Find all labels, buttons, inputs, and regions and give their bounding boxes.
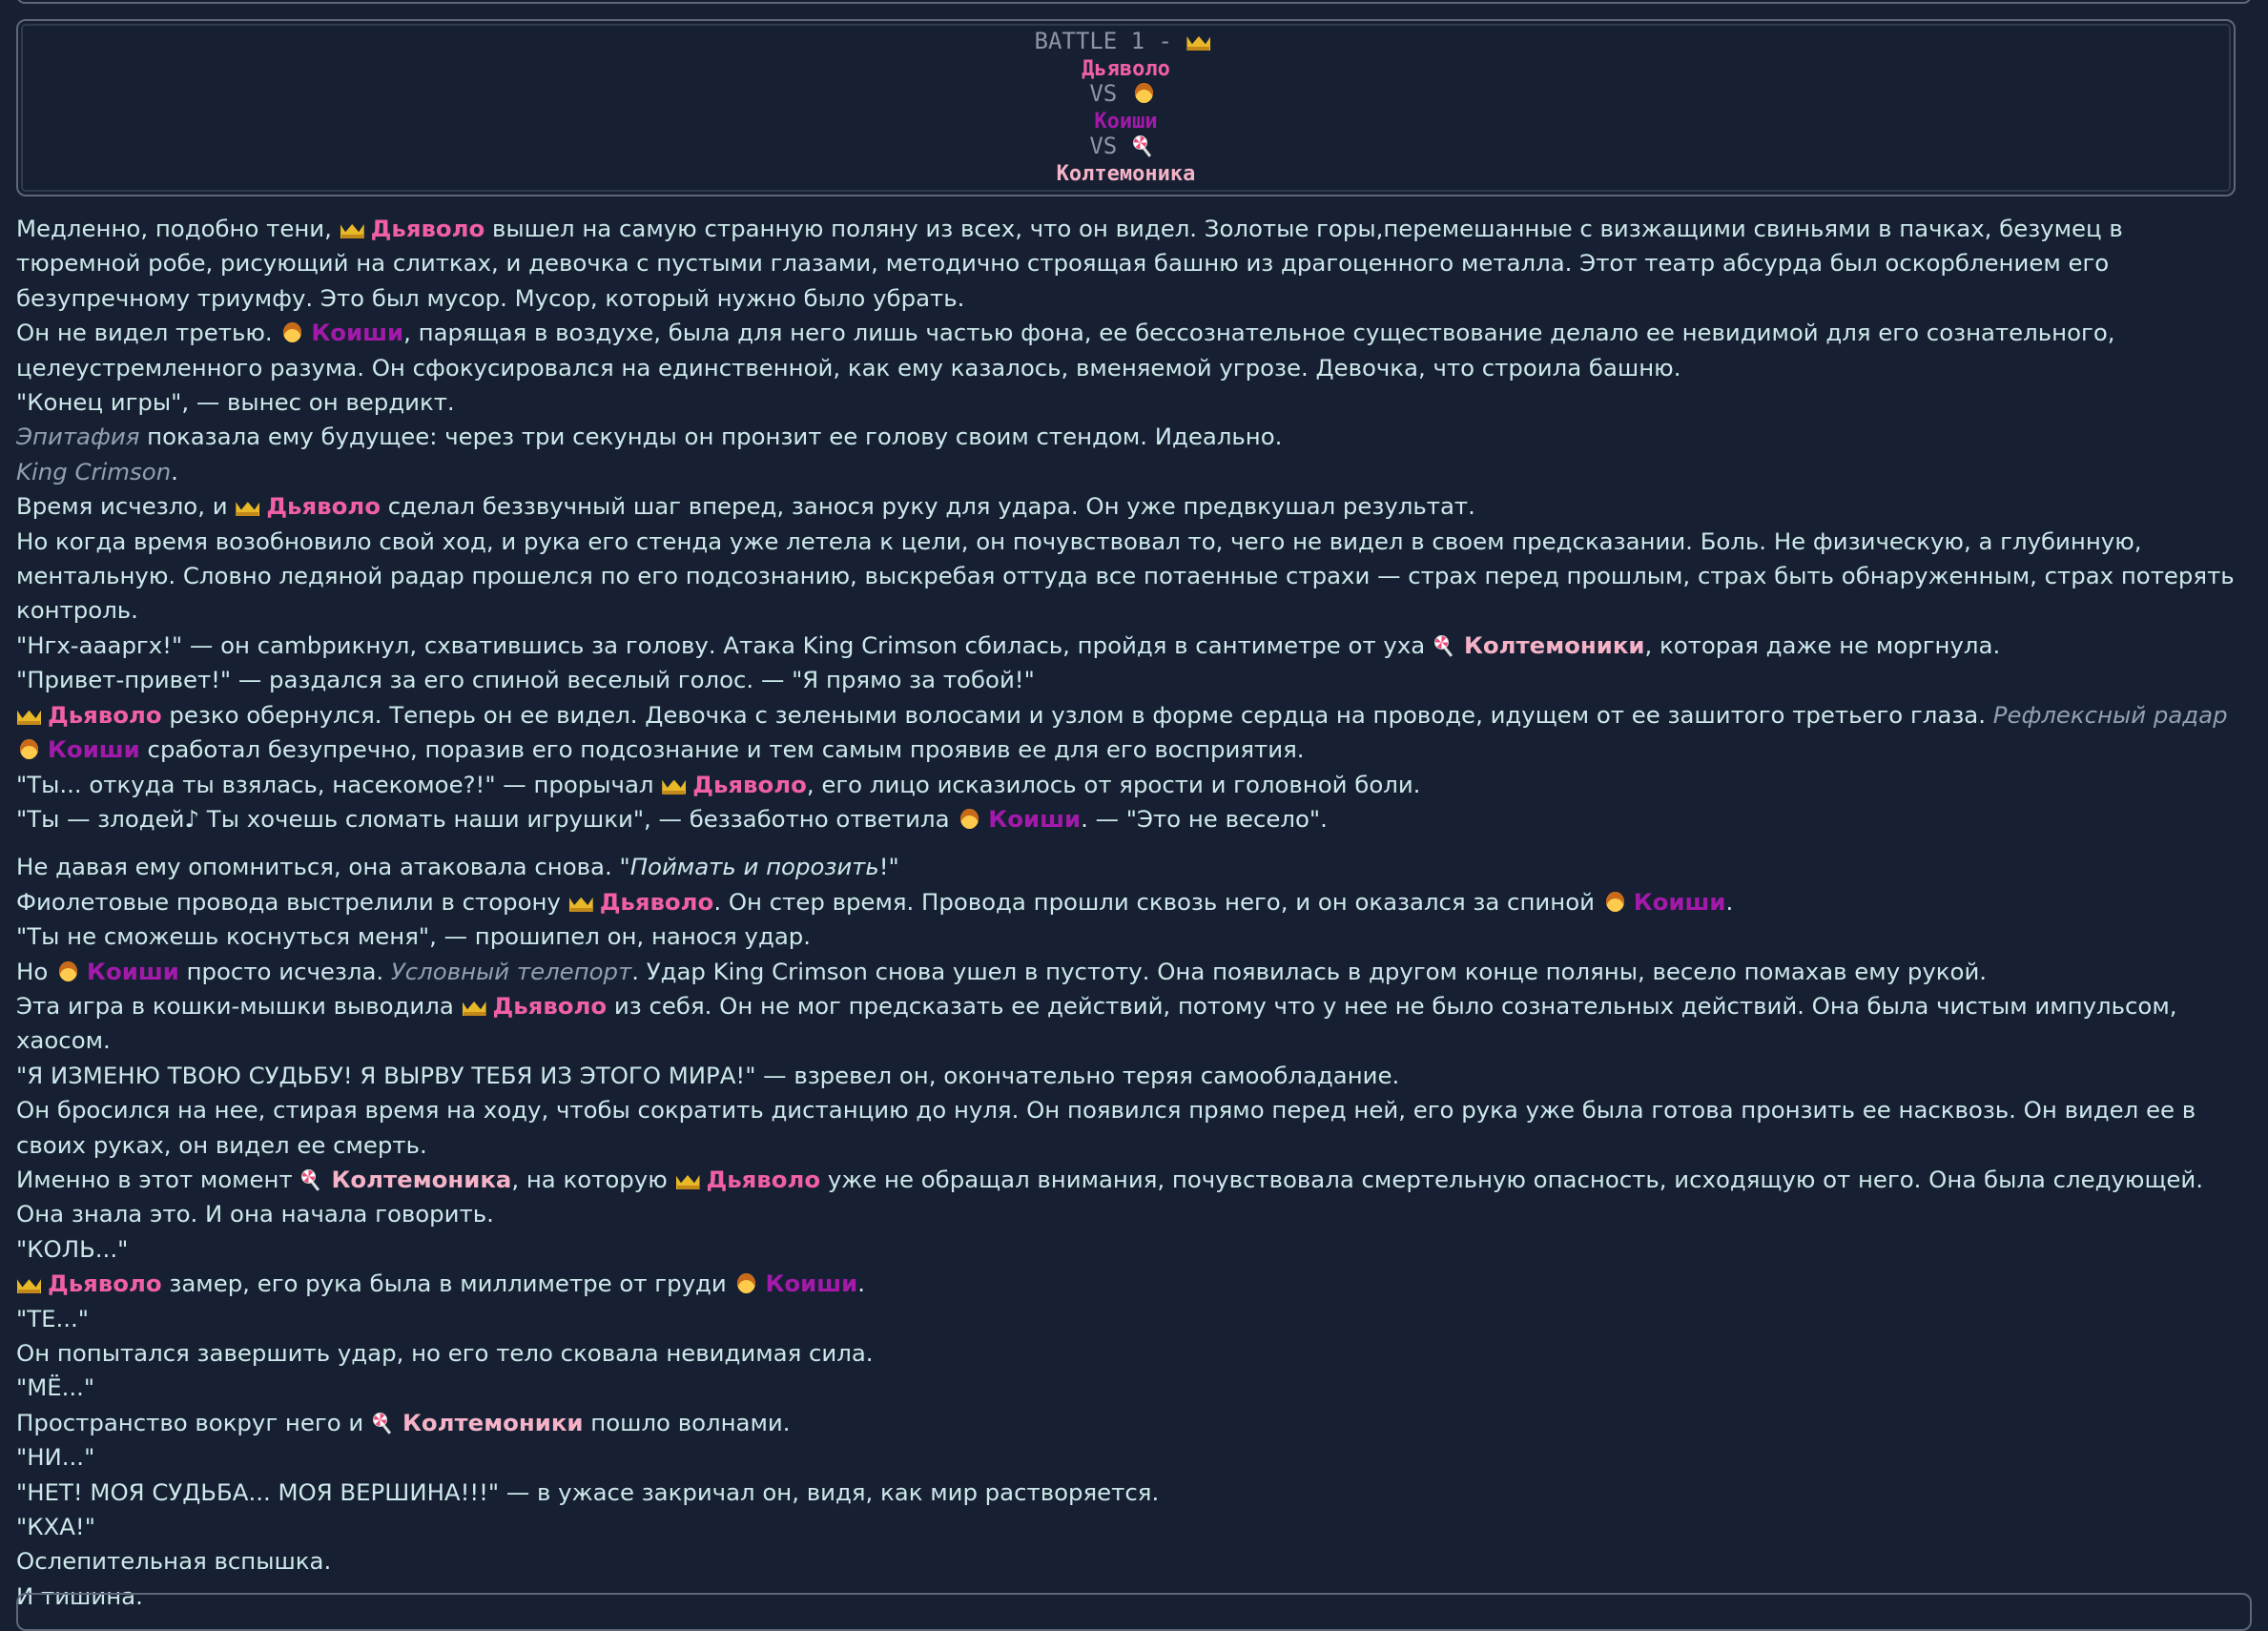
crown-icon <box>661 774 687 795</box>
character-name-koishi: Коиши <box>988 804 1082 833</box>
lollipop-icon <box>1433 635 1458 656</box>
story-paragraph <box>16 802 2238 836</box>
story-text: . <box>857 1270 866 1298</box>
battle-title: BATTLE 1 - <box>1034 28 1186 54</box>
story-text: Именно в этот момент <box>16 1165 300 1193</box>
lollipop-icon <box>371 1413 397 1434</box>
story-text: Но <box>16 957 56 985</box>
story-text: Он не видел третью. <box>16 319 280 347</box>
story-text: показала ему будущее: через три секунды он пронзит ее голову своим стендом. Идеально. <box>139 423 1283 451</box>
story-paragraph <box>16 768 2238 802</box>
story-text: Фиолетовые провода выстрелили в сторону <box>16 887 568 916</box>
story-paragraph <box>16 1163 2238 1232</box>
girl-icon <box>1131 83 1157 104</box>
story-text: . Удар King Crimson снова ушел в пустоту. Она появилась в другом конце поляны, весело помахав ему рукой. <box>631 957 1988 985</box>
character-name-diavolo: Дьяволо <box>266 492 381 521</box>
story-paragraph <box>16 455 2238 489</box>
story-paragraph: "КОЛЬ..." <box>16 1234 129 1263</box>
story-paragraph: "Конец игры", — вынес он вердикт. <box>16 388 455 417</box>
story-paragraph: "ТЕ..." <box>16 1304 90 1332</box>
story-paragraph: "МЁ..." <box>16 1373 95 1402</box>
story-paragraph <box>16 850 2238 884</box>
story-paragraph <box>16 885 2238 919</box>
story-paragraph <box>16 955 2238 989</box>
story-paragraph: Он бросился на нее, стирая время на ходу, чтобы сократить дистанцию до нуля. Он появился прямо перед ней, его рука уже была готова пронзить ее насквозь. Он видел ее в своих руках, он видел ее смерть. <box>16 1096 2196 1159</box>
story-text: , его лицо исказилось от ярости и головной боли. <box>806 770 1421 798</box>
story-text: . — "Это не весело". <box>1081 804 1328 833</box>
story-paragraph: "КХА!" <box>16 1513 95 1541</box>
story-text: Эта игра в кошки-мышки выводила <box>16 991 462 1020</box>
previous-panel-frame <box>16 0 2252 4</box>
battle-title-line <box>18 29 2234 55</box>
story-text: просто исчезла. <box>178 957 391 985</box>
story-text: "Ты... откуда ты взялась, насекомое?!" — прорычал <box>16 770 662 798</box>
battle-header <box>16 19 2236 196</box>
next-panel-frame <box>16 1593 2252 1631</box>
crown-icon <box>568 892 594 913</box>
fighter-3-line <box>18 160 2234 187</box>
story-paragraph: Но когда время возобновило свой ход, и рука его стенда уже летела к цели, он почувствовал то, чего не видел в своем предсказании. Боль. Не физическую, а глубинную, ментальную. Словно ледяной радар прошелся по его подсознанию, выскребая оттуда все потаенные страхи — страх перед прошлым, страх быть обнаруженным, страх потерять контроль. <box>16 526 2235 625</box>
story-text: резко обернулся. Теперь он ее видел. Девочка с зелеными волосами и узлом в форме сердца на проводе, идущем от ее зашитого третьего глаза. <box>161 700 1993 729</box>
story-text: вышел на самую странную поляну из всех, что он видел. Золотые горы,перемешанные с визжащими свиньями в пачках, безумец в тюремной робе, рисующий на слитках, и девочка с пустыми глазами, методично строящая башню из драгоценного металла. Этот театр абсурда был оскорблением его безупречному триумфу. Это был мусор. Мусор, который нужно было убрать. <box>16 215 2123 312</box>
character-name-diavolo: Дьяволо <box>492 991 608 1020</box>
story-text: Медленно, подобно тени, <box>16 215 340 242</box>
crown-icon <box>340 218 365 239</box>
girl-icon <box>279 322 305 343</box>
story-paragraph: Ослепительная вспышка. <box>16 1547 332 1576</box>
story-text: сработал безупречно, поразив его подсознание и тем самым проявив ее для его восприятия. <box>139 735 1305 764</box>
ability-name: Рефлексный радар <box>1992 700 2228 729</box>
girl-icon <box>55 961 81 982</box>
character-name-diavolo: Дьяволо <box>692 770 807 798</box>
story-text: , на которую <box>511 1165 675 1193</box>
story-paragraph <box>16 1267 2238 1301</box>
battle-story <box>16 212 2238 1614</box>
crown-icon <box>675 1169 701 1190</box>
story-paragraph <box>16 420 2238 454</box>
character-name-koishi: Коиши <box>48 735 140 764</box>
story-paragraph <box>16 316 2238 385</box>
story-text: Время исчезло, и <box>16 492 236 521</box>
ability-name: King Crimson <box>16 457 172 485</box>
character-name-koltemonika: Колтемоника <box>331 1165 512 1193</box>
story-text: уже не обращал внимания, почувствовала смертельную опасность, исходящую от него. Она была следующей. Она знала это. И она начала говорить. <box>16 1165 2204 1228</box>
story-text: , парящая в воздухе, была для него лишь частью фона, ее бессознательное существование делало ее невидимой для его сознательного, целеустремленного разума. Он сфокусировался на единственной, как ему казалось, вменяемой угрозе. Девочка, что строила башню. <box>16 319 2115 382</box>
lollipop-icon <box>1131 135 1157 156</box>
story-text: . <box>171 457 178 485</box>
story-paragraph <box>16 629 2238 663</box>
story-text: . <box>1725 887 1734 916</box>
crown-icon <box>235 496 260 517</box>
crown-icon <box>462 996 487 1017</box>
story-paragraph: "НИ..." <box>16 1443 95 1472</box>
story-text: "Нгх-аааргх!" — он cambрикнул, схватившись за голову. Атака King Crimson сбилась, пройдя в сантиметре от уха <box>16 630 1433 659</box>
story-text: !" <box>878 853 899 881</box>
character-name-diavolo: Дьяволо <box>48 700 162 729</box>
paragraph-gap <box>16 836 2238 850</box>
attack-name: Поймать и порозить <box>629 853 879 881</box>
character-name-koishi: Коиши <box>765 1270 858 1298</box>
story-text: Не давая ему опомниться, она атаковала снова. " <box>16 853 630 881</box>
story-text: , которая даже не моргнула. <box>1644 630 2001 659</box>
girl-icon <box>733 1273 759 1294</box>
story-paragraph <box>16 489 2238 524</box>
lollipop-icon <box>299 1169 325 1190</box>
story-text: "Ты — злодей♪ Ты хочешь сломать наши игрушки", — беззаботно ответила <box>16 804 958 833</box>
vs-line-1 <box>18 81 2234 108</box>
story-text: сделал беззвучный шаг вперед, занося руку для удара. Он уже предвкушал результат. <box>380 492 1475 521</box>
story-paragraph: Он попытался завершить удар, но его тело сковала невидимая сила. <box>16 1339 874 1367</box>
fighter-2-name: Коиши <box>1094 109 1158 134</box>
character-name-koishi: Коиши <box>87 957 179 985</box>
story-text: пошло волнами. <box>583 1408 791 1436</box>
girl-icon <box>16 739 42 760</box>
character-name-diavolo: Дьяволо <box>48 1270 162 1298</box>
story-paragraph: "НЕТ! МОЯ СУДЬБА... МОЯ ВЕРШИНА!!!" — в ужасе закричал он, видя, как мир растворяется. <box>16 1477 1160 1506</box>
story-text: . Он стер время. Провода прошли сквозь него, и он оказался за спиной <box>713 887 1602 916</box>
character-name-koltemonika: Колтемоники <box>402 1408 584 1436</box>
character-name-diavolo: Дьяволо <box>599 887 714 916</box>
fighter-1-line <box>18 55 2234 82</box>
character-name-koltemonika: Колтемоники <box>1463 630 1645 659</box>
fighter-2-line <box>18 108 2234 134</box>
vs-label-2: VS <box>1089 133 1131 159</box>
character-name-koishi: Коиши <box>311 319 404 347</box>
ability-name: Эпитафия <box>16 423 140 451</box>
ability-name: Условный телепорт <box>390 957 632 985</box>
character-name-koishi: Коиши <box>1633 887 1726 916</box>
girl-icon <box>1602 892 1628 913</box>
character-name-diavolo: Дьяволо <box>706 1165 821 1193</box>
story-paragraph: "Я ИЗМЕНЮ ТВОЮ СУДЬБУ! Я ВЫРВУ ТЕБЯ ИЗ ЭТОГО МИРА!" — взревел он, окончательно теряя самообладание. <box>16 1061 1400 1089</box>
story-text: замер, его рука была в миллиметре от груди <box>161 1270 734 1298</box>
crown-icon <box>16 705 42 726</box>
story-paragraph <box>16 212 2238 316</box>
story-paragraph: "Привет-привет!" — раздался за его спиной веселый голос. — "Я прямо за тобой!" <box>16 666 1035 694</box>
story-paragraph <box>16 1406 2238 1440</box>
crown-icon <box>1186 31 1211 52</box>
character-name-diavolo: Дьяволо <box>370 215 485 242</box>
story-paragraph <box>16 989 2238 1059</box>
crown-icon <box>16 1273 42 1294</box>
story-text: Пространство вокруг него и <box>16 1408 371 1436</box>
vs-line-2 <box>18 134 2234 160</box>
story-paragraph: "Ты не сможешь коснуться меня", — прошипел он, нанося удар. <box>16 922 812 951</box>
fighter-3-name: Колтемоника <box>1056 161 1196 186</box>
vs-label-1: VS <box>1089 80 1131 107</box>
story-text: из себя. Он не мог предсказать ее действий, потому что у нее не было сознательных действий. Она была чистым импульсом, хаосом. <box>16 991 2177 1055</box>
story-paragraph: И тишина. <box>16 1581 143 1610</box>
girl-icon <box>957 809 982 830</box>
fighter-1-name: Дьяволо <box>1082 56 1170 81</box>
story-paragraph <box>16 698 2238 768</box>
